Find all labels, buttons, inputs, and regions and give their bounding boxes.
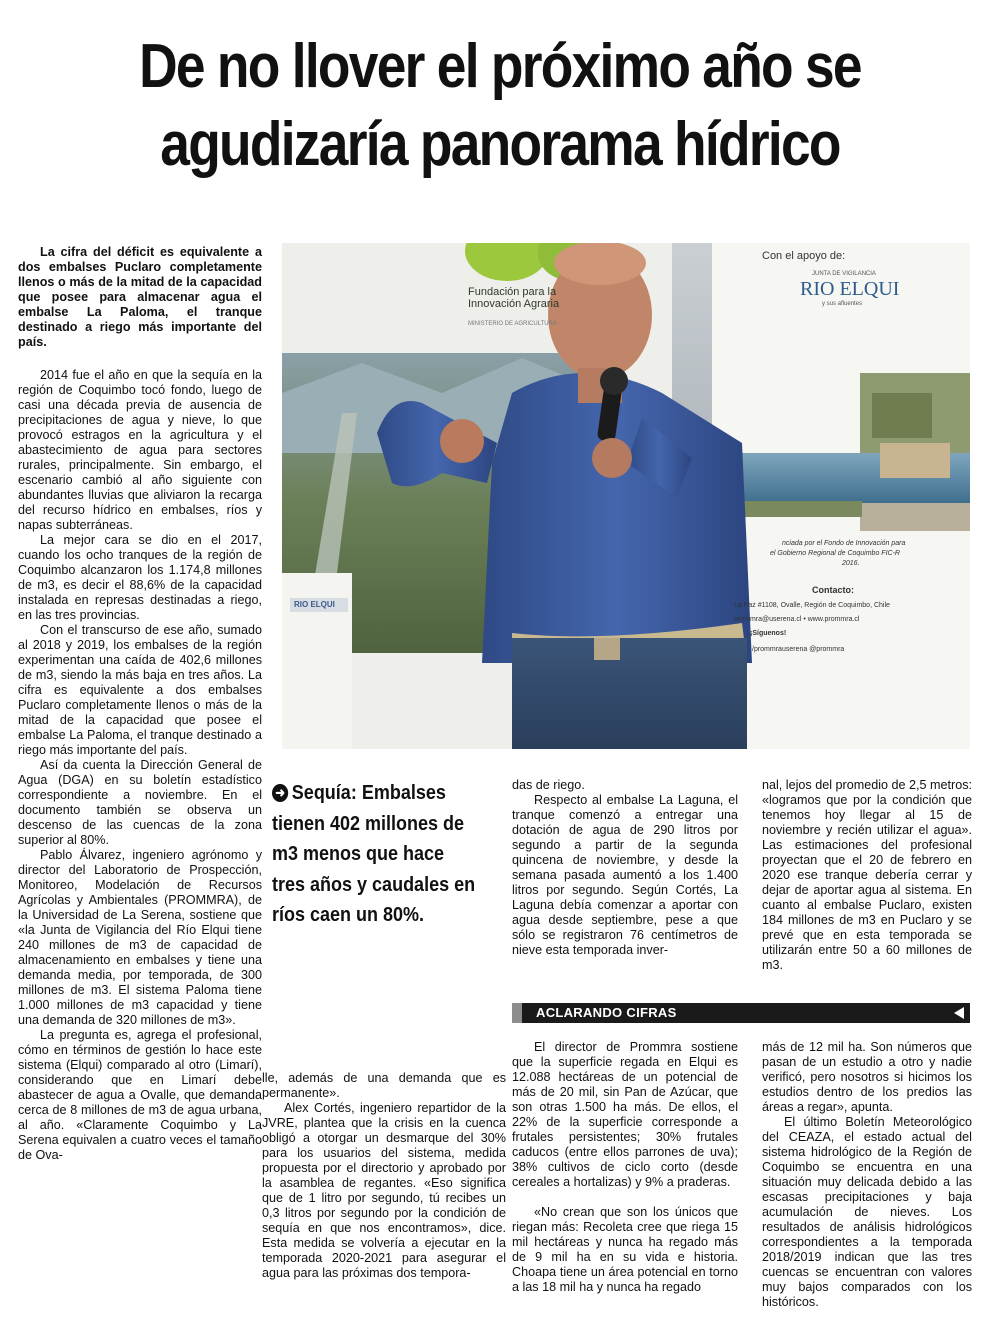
banner-org-line2: Innovación Agraria (468, 298, 560, 310)
pull-quote (272, 778, 481, 931)
section-label: ACLARANDO CIFRAS (536, 1005, 677, 1020)
banner-ministry: MINISTERIO DE AGRICULTURA (468, 321, 557, 327)
paragraph: La pregunta es, agrega el profesional, cómo en términos de gestión lo hace este sistema (Elqui) comparado al otro (Limarí), considerando que en Limarí debe abastecer de agua a Ovalle, que demanda cerca de 8 millones de m3 de agua urbana, al año. «Claramente Coquimbo y La Serena equivalen a cuatro veces el tamaño de Ova- (18, 1028, 262, 1162)
paragraph: Con el transcurso de ese año, sumado al 2018 y 2019, los embalses de la región experimentan una caída de 402,6 millones de m3, siendo la más baja en tres años. La cifra es equivalente a dos embalses Puclaro completamente llenos o más de la mitad de la capacidad que posee el embalse La Paloma, el tranque destinado a riego más importante del país. (18, 623, 262, 757)
banner-contact-title: Contacto: (812, 585, 854, 595)
photo-illustration (282, 243, 970, 749)
section-header-bar (512, 1003, 970, 1023)
paragraph: El último Boletín Meteorológico del CEAZA, el estado actual del sistema hidrológico de la Región de Coquimbo se encuentra en una situación muy delicada debido a las escasas precipitaciones y baja acumulación de nieves. Los resultados de análisis hidrológicos correspondientes a la temporada 2018/2019 indican que las tres cuencas se encuentran con valores muy bajos comparados con los históricos. (762, 1115, 972, 1309)
pull-quote-text: Sequía: Embalses tienen 402 millones de m3 menos que hace tres años y caudales en ríos caen un 80%. (272, 782, 476, 926)
paragraph: La mejor cara se dio en el 2017, cuando los ocho tranques de la región de Coquimbo alcanzaron los 1.174,8 millones de m3, es decir el 88,6% de la capacidad instalada en represas destinadas a riego, en las tres provincias. (18, 533, 262, 622)
banner-funding-3: 2016. (842, 560, 860, 567)
paragraph: Pablo Álvarez, ingeniero agrónomo y director del Laboratorio de Prospección, Monitoreo, Modelación de Recursos Agrícolas y Ambientales (PROMMRA), de la Universidad de La Serena, sostiene que «la Junta de Vigilancia del Río Elqui tiene 240 millones de m3 de capacidad de almacenamiento en embalses y tiene una demanda media, por temporada, de 300 millones de m3. El sistema Paloma tiene 1.000 millones de m3 capacidad y tiene una demanda de 320 millones de m3». (18, 848, 262, 1027)
column-4 (762, 778, 972, 973)
banner-org-line1: Fundación para la (468, 286, 557, 298)
headline (87, 28, 913, 184)
column-6 (762, 1040, 972, 1310)
banner-support: Con el apoyo de: (762, 250, 846, 262)
banner-funding-2: el Gobierno Regional de Coquimbo FIC-R (770, 550, 900, 557)
column-1 (18, 245, 262, 1163)
speaker-photo (282, 243, 970, 749)
banner-address: La Paz #1108, Ovalle, Región de Coquimbo, Chile (734, 602, 890, 609)
banner-logo-sub: y sus afluentes (822, 301, 863, 307)
paragraph: das de riego. (512, 778, 585, 792)
paragraph: más de 12 mil ha. Son números que pasan de un estudio a otro y nadie verificó, pero nosotros si hicimos los estudios dentro de los predios las áreas a regar», apunta. (762, 1040, 972, 1114)
paragraph: 2014 fue el año en que la sequía en la región de Coquimbo tocó fondo, luego de casi una década previa de ausencia de precipitaciones de agua y nieve, lo que provocó estragos en la agricultura y el abastecimiento de agua para sectores rurales, principalmente. Sin embargo, el escenario cambió al año siguiente con abundantes lluvias que aliviaron la recarga del recurso hídrico en embalses, ríos y napas subterráneas. (18, 368, 262, 532)
paragraph: El director de Prommra sostiene que la superficie regada en Elqui es 12.088 hectáreas de un potencial de más de 20 mil, sin Pan de Azúcar, que son otras 1.500 ha más. De ellos, el 22% de la superficie corresponde a frutales persistentes; 30% frutales caducos (entre ellos parrones de uva); 38% cultivos de ciclo corto (desde cereales a hortalizas) y 9% a praderas. (512, 1040, 738, 1189)
banner-logo-top: JUNTA DE VIGILANCIA (812, 271, 876, 277)
triangle-left-icon (954, 1007, 964, 1019)
column-5 (512, 1040, 738, 1295)
arrow-right-icon: ➜ (272, 784, 288, 802)
paragraph: nal, lejos del promedio de 2,5 metros: «logramos que por la condición que tenemos hoy llegar al 15 de noviembre y recién utilizar el agua». Las estimaciones del profesional proyectan que el 20 de febrero en 2020 ese tranque debería cerrar y dejar de aportar agua al sistema. En cuanto al embalse Puclaro, existen 184 millones de m3 en Puclaro y se prevé que en esta temporada se utilizarán entre 50 a 60 millones de m3. (762, 778, 973, 972)
headline-line-2: agudizaría panorama hídrico (160, 110, 840, 179)
column-2 (262, 1071, 506, 1281)
banner-follow: ¡Síguenos! (750, 630, 787, 637)
banner-funding-1: nciada por el Fondo de Innovación para (782, 540, 906, 547)
lead-paragraph: La cifra del déficit es equivalente a dos embalses Puclaro completamente llenos o más de la mitad de la capacidad que posee para almacenar agua el embalse La Paloma, el tranque destinado a riego más importante del país. (18, 245, 262, 349)
paragraph: «No crean que son los únicos que riegan más: Recoleta cree que riega 15 mil hectáreas y nunca ha regado más de 9 mil ha en su vida e historia. Choapa tiene un área potencial en torno a las 18 mil ha y nunca ha regado (512, 1205, 738, 1294)
banner-social: /prommrauserena @prommra (752, 646, 845, 653)
banner-bottom-logo: RIO ELQUI (294, 600, 335, 609)
headline-line-1: De no llover el próximo año se (139, 32, 861, 101)
column-3 (512, 778, 738, 958)
banner-logo-main: RIO ELQUI (800, 278, 900, 300)
section-stripe (512, 1003, 522, 1023)
paragraph: Respecto al embalse La Laguna, el tranque comenzó a entregar una dotación de agua de 290 litros por segundo a partir de la segunda quincena de noviembre, y desde la semana pasada aumentó a los 1.400 litros por segundo. Según Cortés, La Laguna debía comenzar a aportar con agua desde septiembre, pese a que sólo se registraron 76 centímetros de nieve esta temporada inver- (512, 793, 738, 957)
paragraph: Así da cuenta la Dirección General de Agua (DGA) en su boletín estadístico correspondiente a noviembre. En el documento también se observa un descenso de las cuencas de la zona superior al 80%. (18, 758, 262, 847)
paragraph: Alex Cortés, ingeniero repartidor de la JVRE, plantea que la crisis en la cuenca obligó a otorgar un desmarque del 30% para los usuarios del sistema, medida propuesta por el directorio y aprobado por la asamblea de regantes. «Eso significa que de 1 litro por segundo, tú recibes un 0,3 litros por segundo por la condición de sequía en que nos encontramos», dice. Esta medida se volvería a ejecutar en la temporada 2020-2021 para asegurar el agua para las próximas dos tempora- (262, 1101, 506, 1280)
paragraph: lle, además de una demanda que es permanente». (262, 1071, 506, 1100)
banner-email: prommra@userena.cl • www.prommra.cl (734, 616, 860, 623)
